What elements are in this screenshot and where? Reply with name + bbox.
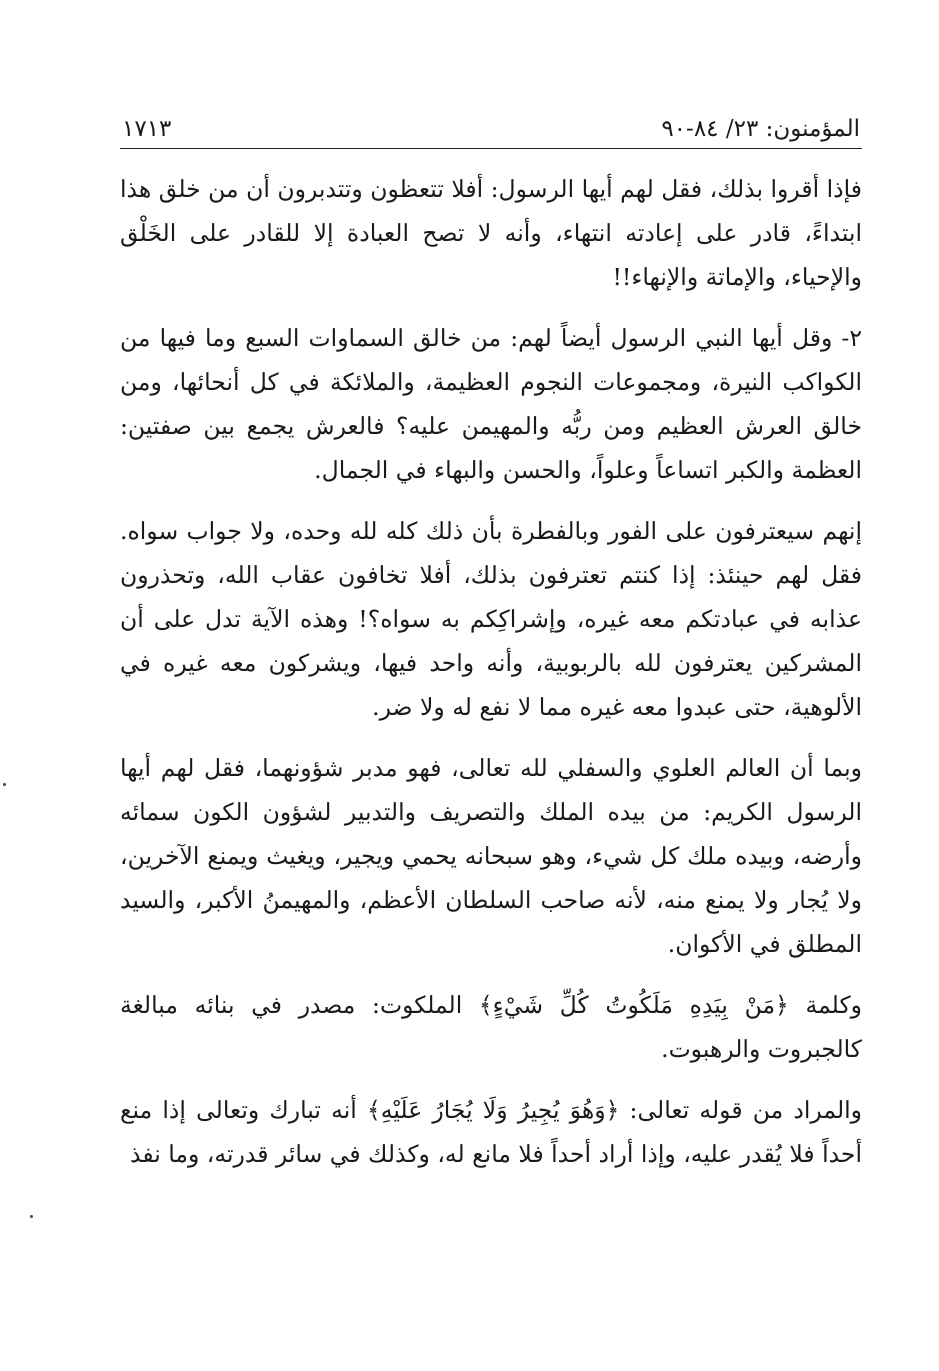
- book-page: [120, 110, 862, 1193]
- paragraph-2: ٢- وقل أيها النبي الرسول أيضاً لهم: من خالق السماوات السبع وما فيها من الكواكب النيرة، ومجموعات النجوم العظيمة، والملائكة في كل أنحائها، ومن خالق العرش العظيم ومن ربُّه والمهيمن عليه؟ فالعرش يجمع بين صفتين: العظمة والكبر اتساعاً وعلواً، والحسن والبهاء في الجمال.: [120, 324, 862, 484]
- surah-reference: المؤمنون: ٢٣/ ٨٤-٩٠: [661, 116, 860, 142]
- paragraph-3: إنهم سيعترفون على الفور وبالفطرة بأن ذلك كله لله وحده، ولا جواب سواه. فقل لهم حينئذ: إذا كنتم تعترفون بذلك، أفلا تخافون عقاب الله، وتحذرون عذابه في عبادتكم معه غيره، وإشراكِكم به سواه؟! وهذه الآية تدل على أن المشركين يعترفون لله بالربوبية، وأنه واحد فيها، ويشركون معه غيره في الألوهية، حتى عبدوا معه غيره مما لا نفع له ولا ضر.: [120, 517, 862, 721]
- paragraph-6: والمراد من قوله تعالى: ﴿وَهُوَ يُجِيرُ وَلَا يُجَارُ عَلَيْهِ﴾ أنه تبارك وتعالى إذا منع أحداً فلا يُقدر عليه، وإذا أراد أحداً فلا مانع له، وكذلك في سائر قدرته، وما نفذ: [120, 1096, 862, 1168]
- page-body: [120, 167, 862, 1176]
- header-divider: [120, 148, 862, 149]
- paragraph-5: وكلمة ﴿مَنْ بِيَدِهِ مَلَكُوتُ كُلِّ شَيْءٍ﴾ الملكوت: مصدر في بنائه مبالغة كالجبروت والرهبوت.: [120, 991, 862, 1063]
- running-header: [120, 110, 862, 144]
- paragraph-4: وبما أن العالم العلوي والسفلي لله تعالى، فهو مدبر شؤونهما، فقل لهم أيها الرسول الكريم: من بيده الملك والتصريف والتدبير لشؤون الكون سمائه وأرضه، وبيده ملك كل شيء، وهو سبحانه يحمي ويجير، ويغيث ويمنع الآخرين، ولا يُجار ولا يمنع منه، لأنه صاحب السلطان الأعظم، والمهيمنُ الأكبر، والسيد المطلق في الأكوان.: [120, 754, 862, 958]
- paragraph-1: فإذا أقروا بذلك، فقل لهم أيها الرسول: أفلا تتعظون وتتدبرون أن من خلق هذا ابتداءً، قادر على إعادته انتهاء، وأنه لا تصح العبادة إلا للقادر على الخَلْق والإحياء، والإماتة والإنهاء!!: [120, 175, 862, 291]
- scan-speck: [3, 783, 6, 786]
- page-number: ١٧١٣: [122, 116, 172, 142]
- scan-speck: [30, 1215, 33, 1218]
